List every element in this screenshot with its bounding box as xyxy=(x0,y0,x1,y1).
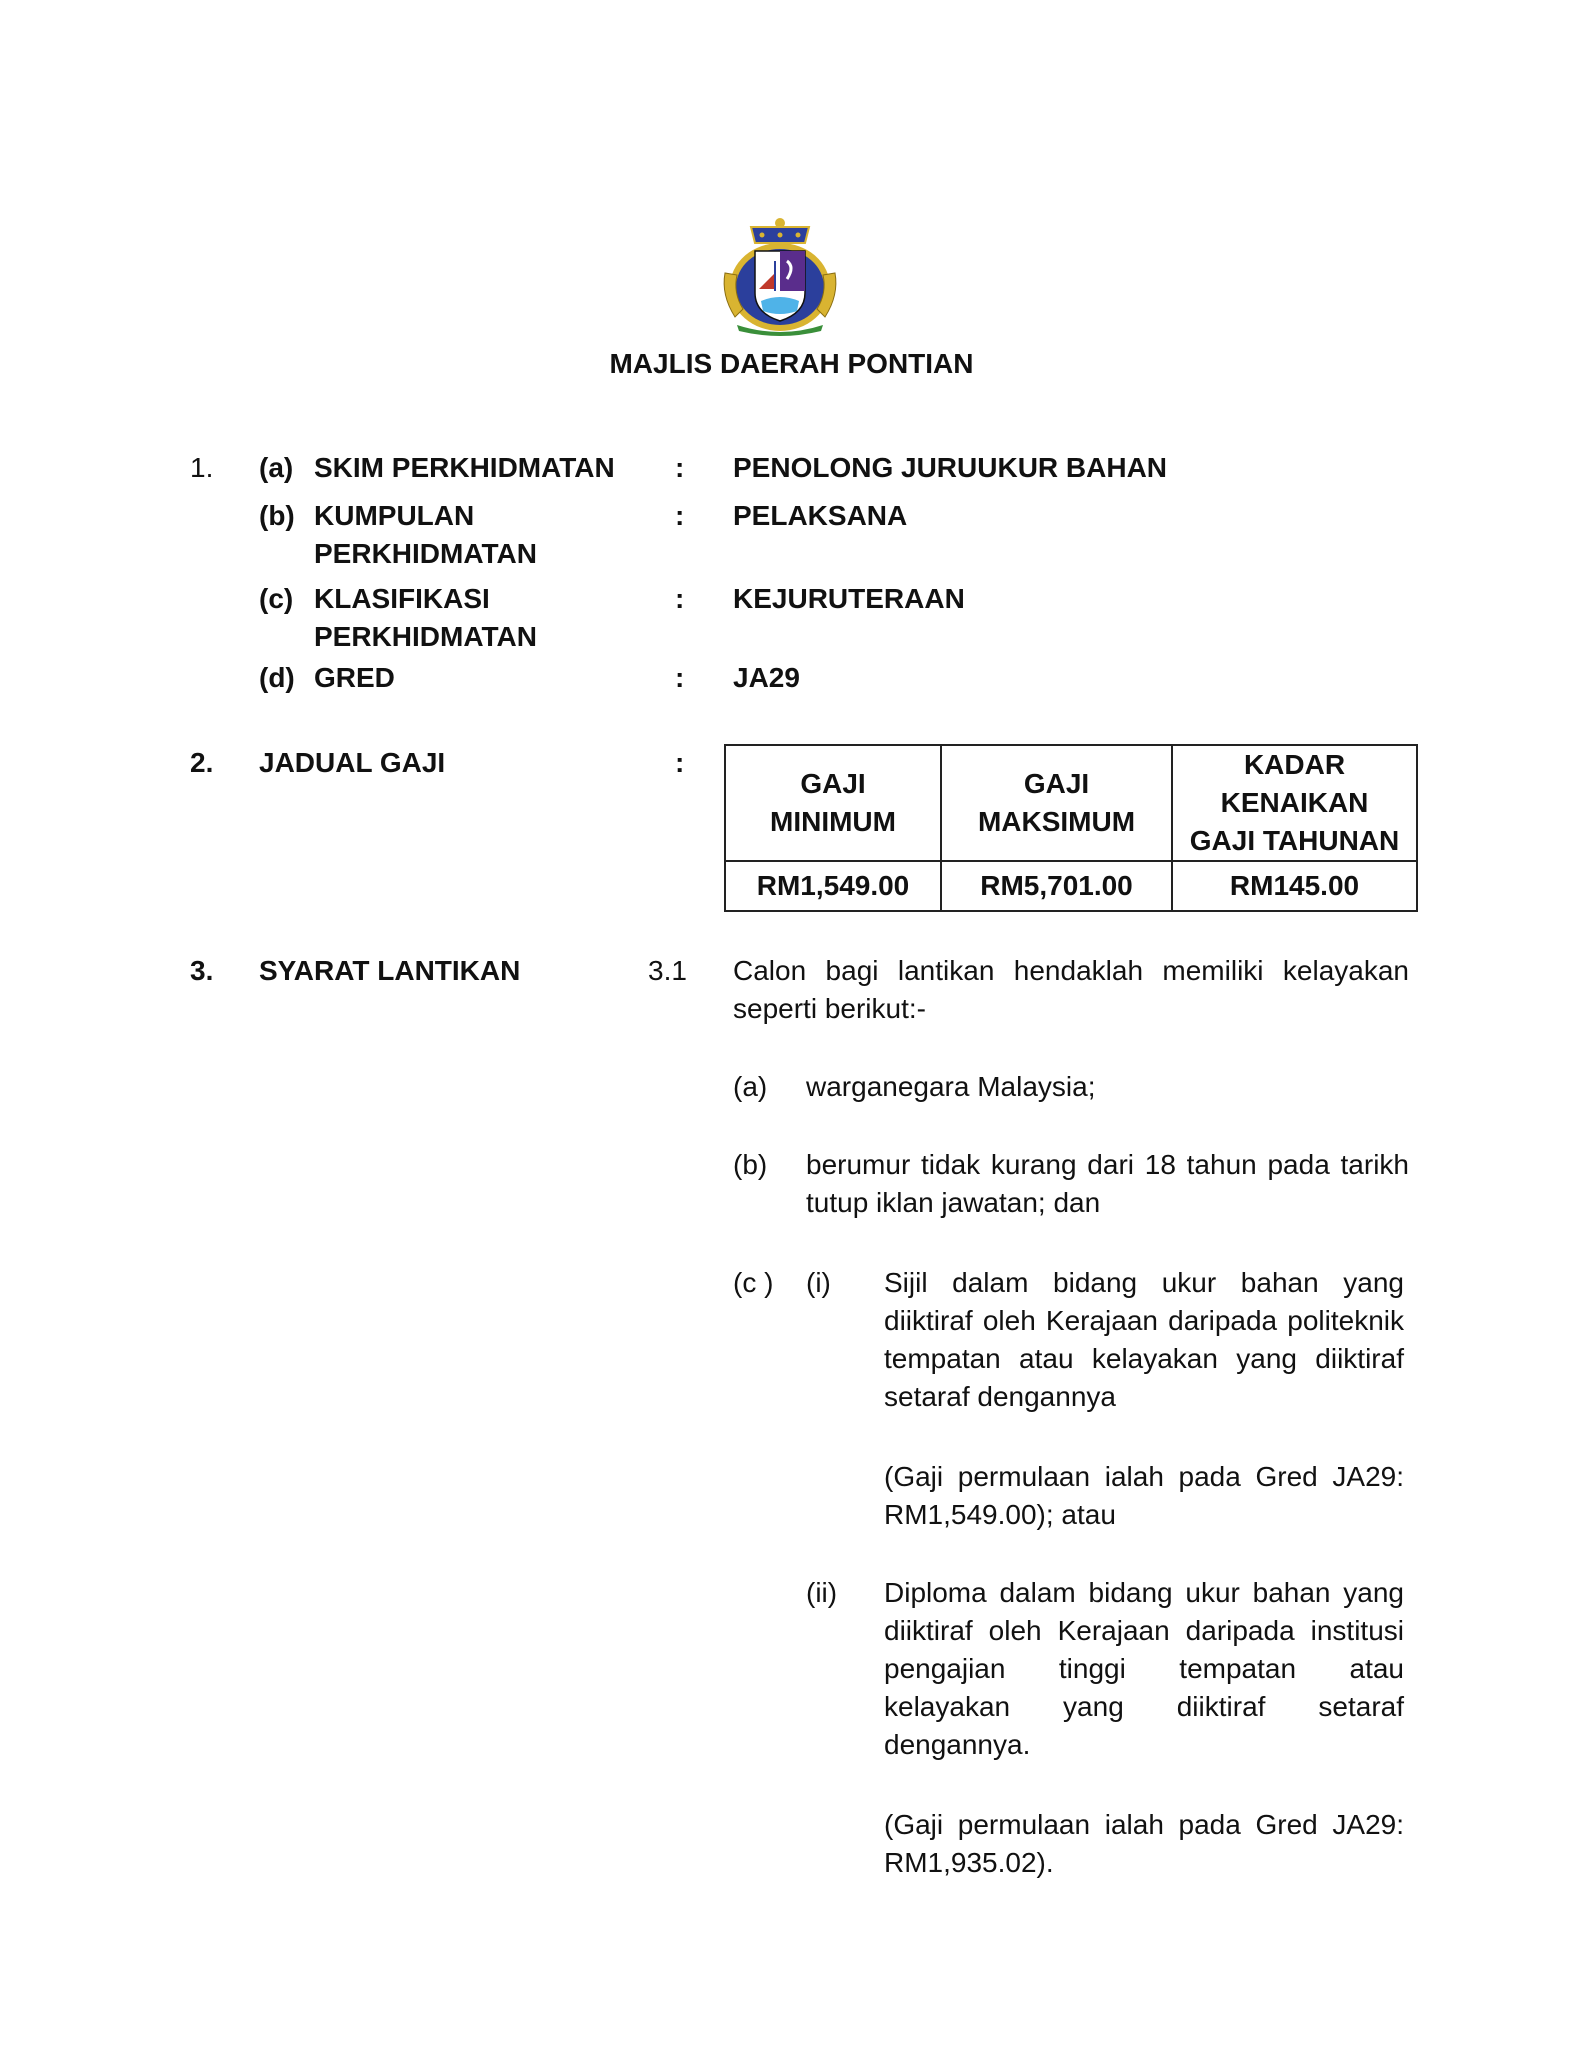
header-annual-increment: KADAR KENAIKAN GAJI TAHUNAN xyxy=(1172,745,1417,861)
salary-table-value-row xyxy=(725,861,1417,911)
item-d-label: GRED xyxy=(314,662,395,693)
item-c-ii-roman: (ii) xyxy=(806,1577,838,1608)
value-annual-increment: RM145.00 xyxy=(1172,861,1417,911)
item-b-text-3: berumur tidak kurang dari 18 tahun pada tarikh tutup iklan jawatan; dan xyxy=(806,1149,1409,1218)
header-max-salary: GAJI MAKSIMUM xyxy=(941,745,1172,861)
section-1-number: 1. xyxy=(190,452,214,483)
item-c-ii-text: Diploma dalam bidang ukur bahan yang diiktiraf oleh Kerajaan daripada institusi pengajian tinggi tempatan atau kelayakan yang diiktiraf setaraf dengannya. xyxy=(884,1577,1404,1760)
item-b-letter: (b) xyxy=(259,500,295,531)
item-a-letter: (a) xyxy=(259,452,294,483)
header-min-salary: GAJI MINIMUM xyxy=(725,745,941,861)
section-3-number: 3. xyxy=(190,955,214,986)
item-c-label-line1: KLASIFIKASI xyxy=(314,583,490,614)
intro-paragraph: Calon bagi lantikan hendaklah memiliki kelayakan seperti berikut:- xyxy=(733,955,1409,1024)
item-c-i-note: (Gaji permulaan ialah pada Gred JA29: RM1,549.00); atau xyxy=(884,1461,1404,1530)
item-c-i-text: Sijil dalam bidang ukur bahan yang diiktiraf oleh Kerajaan daripada politeknik tempatan atau kelayakan yang diiktiraf setaraf dengannya xyxy=(884,1267,1404,1412)
item-c-letter: (c) xyxy=(259,583,294,614)
item-d-value: JA29 xyxy=(733,662,800,693)
item-a-letter-3: (a) xyxy=(733,1071,768,1102)
item-c-letter-3: (c ) xyxy=(733,1267,774,1298)
item-c-colon: : xyxy=(675,583,685,614)
section-3-sub-number: 3.1 xyxy=(648,955,687,986)
item-a-colon: : xyxy=(675,452,685,483)
item-d-colon: : xyxy=(675,662,685,693)
value-min-salary: RM1,549.00 xyxy=(725,861,941,911)
item-b-label-line1: KUMPULAN xyxy=(314,500,475,531)
item-c-ii-note: (Gaji permulaan ialah pada Gred JA29: RM1,935.02). xyxy=(884,1809,1404,1878)
item-c-i-roman: (i) xyxy=(806,1267,831,1298)
section-2-title: JADUAL GAJI xyxy=(259,747,446,778)
item-d-letter: (d) xyxy=(259,662,295,693)
item-b-colon: : xyxy=(675,500,685,531)
value-max-salary: RM5,701.00 xyxy=(941,861,1172,911)
item-c-label-line2: PERKHIDMATAN xyxy=(314,621,537,652)
item-b-letter-3: (b) xyxy=(733,1149,768,1180)
salary-table-header-row xyxy=(725,745,1417,861)
section-3-title: SYARAT LANTIKAN xyxy=(259,955,521,986)
item-a-value: PENOLONG JURUUKUR BAHAN xyxy=(733,452,1168,483)
section-2-colon: : xyxy=(675,747,685,778)
salary-table xyxy=(724,744,1418,912)
item-c-value: KEJURUTERAAN xyxy=(733,583,965,614)
item-b-label-line2: PERKHIDMATAN xyxy=(314,538,537,569)
page-title: MAJLIS DAERAH PONTIAN xyxy=(609,348,974,379)
council-crest-icon xyxy=(717,213,843,339)
item-a-label: SKIM PERKHIDMATAN xyxy=(314,452,615,483)
item-b-value: PELAKSANA xyxy=(733,500,908,531)
section-2-number: 2. xyxy=(190,747,214,778)
item-a-text-3: warganegara Malaysia; xyxy=(806,1071,1096,1102)
